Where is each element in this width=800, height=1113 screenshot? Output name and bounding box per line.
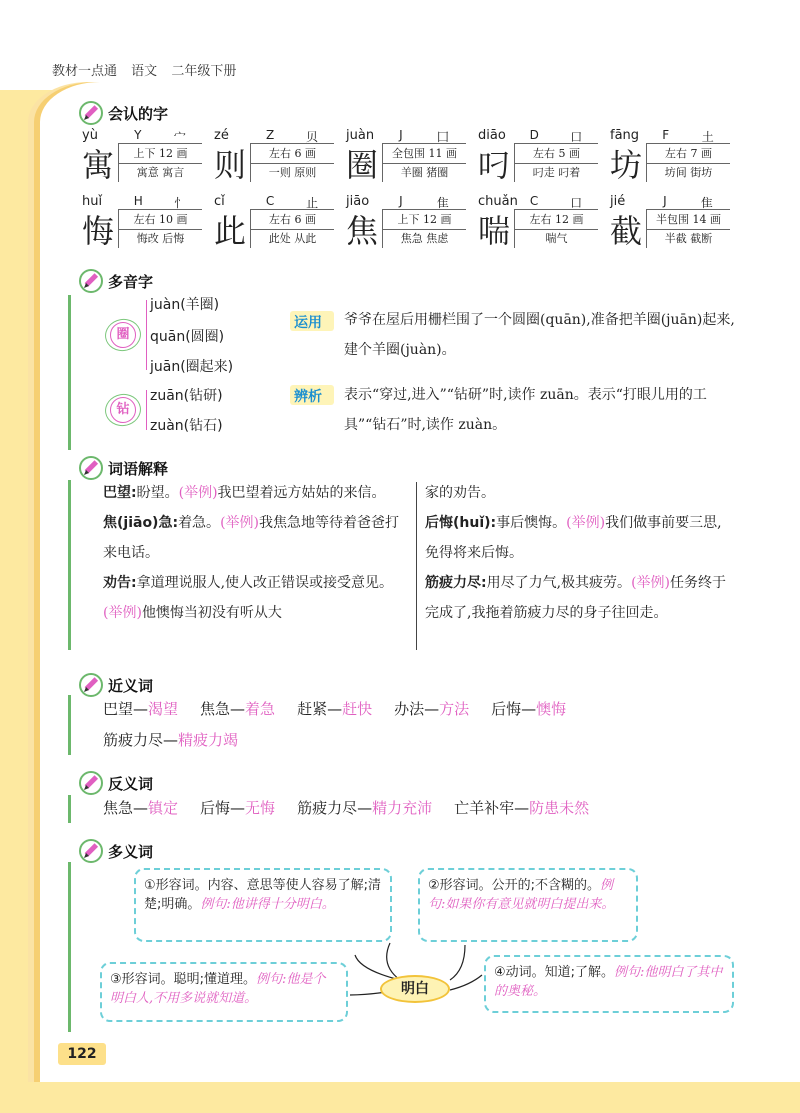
green-bar — [68, 795, 71, 823]
char-info — [514, 194, 598, 248]
character: 寓 — [81, 146, 114, 184]
radical: 隹 — [700, 196, 713, 210]
strokes: 10 画 — [159, 213, 188, 226]
character: 截 — [609, 212, 642, 250]
example: 任务终于完成了,我拖着筋疲力尽的身子往回走。 — [425, 575, 726, 621]
explanation-entry — [103, 508, 409, 568]
word: 赶紧 — [297, 700, 328, 718]
index-letter: C — [529, 194, 539, 208]
word: 后悔 — [200, 799, 231, 817]
char-index — [514, 128, 598, 144]
char-info — [382, 128, 466, 182]
structure: 左右 — [529, 213, 552, 226]
strokes: 6 画 — [294, 213, 316, 226]
definition: 事后懊悔。 — [496, 515, 567, 531]
strokes: 12 画 — [423, 213, 452, 226]
example-tag: (举例) — [566, 515, 606, 531]
char-info — [118, 194, 202, 248]
structure: 左右 — [133, 213, 156, 226]
example-words: 一则 原则 — [250, 164, 334, 182]
explanation-entry — [103, 478, 409, 508]
word-pair: 筋疲力尽—精疲力竭 — [103, 731, 239, 749]
explanation-entry — [425, 568, 733, 628]
char-cell — [342, 194, 474, 252]
example-tag: (举例) — [103, 605, 142, 621]
term: 劝告: — [103, 575, 137, 591]
definition: 拿道理说服人,使人改正错误或接受意见。 — [136, 575, 394, 591]
pinyin: chuǎn — [478, 194, 518, 209]
section-label: 多义词 — [108, 842, 154, 861]
explanation-entry — [425, 508, 733, 568]
related-word: 镇定 — [148, 799, 179, 817]
radical: 土 — [701, 130, 714, 144]
strokes: 7 画 — [690, 147, 712, 160]
index-letter: J — [399, 194, 403, 208]
index-letter: F — [662, 128, 670, 142]
structure-strokes — [382, 144, 466, 164]
word: 后悔 — [491, 700, 522, 718]
char-cell — [210, 128, 342, 186]
analysis-tag: 辨析 — [294, 389, 322, 405]
character: 焦 — [345, 212, 378, 250]
structure: 左右 — [269, 213, 291, 226]
pinyin: zé — [214, 128, 229, 143]
index-letter: Z — [265, 128, 275, 142]
example-words: 坊间 街坊 — [646, 164, 730, 182]
section-label: 词语解释 — [108, 459, 169, 478]
pinyin: yù — [82, 128, 98, 143]
char-cell — [474, 128, 606, 186]
word-pair: 办法—方法 — [394, 700, 470, 718]
structure: 上下 — [133, 147, 156, 160]
usage-tag: 运用 — [294, 315, 322, 331]
meaning-1 — [134, 868, 392, 942]
char-index — [514, 194, 598, 210]
character: 叼 — [477, 146, 510, 184]
meaning-def: ①形容词。内容、意思等使人容易了解;清楚;明确。 — [144, 878, 382, 912]
meaning-4 — [484, 955, 734, 1013]
related-word: 防患未然 — [529, 799, 590, 817]
example-words: 半截 截断 — [646, 230, 730, 248]
word-pair: 赶紧—赶快 — [297, 700, 373, 718]
word-pair: 后悔—懊悔 — [491, 700, 567, 718]
running-header — [52, 60, 246, 79]
antonym-line — [103, 793, 611, 823]
index-letter: Y — [134, 128, 142, 142]
polyphone-char-2: 钻 — [110, 397, 136, 423]
char-info — [646, 194, 730, 248]
index-letter: C — [265, 194, 275, 208]
section-recognize-title — [78, 100, 168, 126]
word: 巴望 — [103, 700, 134, 718]
meaning-2 — [418, 868, 638, 942]
pencil-icon — [78, 100, 104, 126]
radical: 口 — [570, 196, 583, 210]
index-letter: D — [529, 128, 539, 142]
pinyin: fāng — [610, 128, 640, 143]
strokes: 12 画 — [555, 213, 584, 226]
related-word: 懊悔 — [536, 700, 567, 718]
char-index — [382, 194, 466, 210]
related-word: 方法 — [439, 700, 470, 718]
explain-right-column — [425, 478, 733, 628]
column-divider — [416, 482, 417, 650]
green-bar — [68, 295, 71, 450]
character: 圈 — [345, 146, 378, 184]
related-word: 精疲力竭 — [178, 731, 239, 749]
word-pair: 巴望—渴望 — [103, 700, 179, 718]
radical: 隹 — [436, 196, 449, 210]
explain-left-column — [103, 478, 409, 628]
character: 喘 — [477, 212, 510, 250]
char-info — [646, 128, 730, 182]
subject: 语文 — [131, 64, 158, 79]
structure-strokes — [514, 144, 598, 164]
definition: 着急。 — [178, 515, 221, 531]
reading-2-1: zuān(钻研) — [150, 388, 223, 404]
section-polysemy-title — [78, 838, 153, 864]
char-info — [250, 128, 334, 182]
related-word: 无悔 — [245, 799, 276, 817]
pinyin: cǐ — [214, 194, 225, 209]
definition: 用尽了力气,极其疲劳。 — [486, 575, 632, 591]
word-pair: 筋疲力尽—精力充沛 — [297, 799, 433, 817]
radical: 口 — [570, 130, 583, 144]
char-cell — [210, 194, 342, 252]
char-index — [250, 128, 334, 144]
structure: 左右 — [665, 147, 687, 160]
meaning-def: ④动词。知道;了解。 — [494, 965, 615, 980]
grade: 二年级下册 — [171, 64, 237, 79]
meaning-example: 例句:他讲得十分明白。 — [200, 897, 335, 912]
character: 悔 — [81, 212, 114, 250]
meaning-def: ②形容词。公开的;不含糊的。 — [428, 878, 601, 893]
reading-2-2: zuàn(钻石) — [150, 418, 223, 434]
example: 他懊悔当初没有听从大 — [141, 605, 282, 621]
meaning-example: 例句:如果你有意见就明白提出来。 — [428, 878, 615, 912]
word: 焦急 — [200, 700, 231, 718]
char-row — [78, 194, 738, 252]
char-info — [250, 194, 334, 248]
radical: 忄 — [174, 196, 187, 210]
pencil-icon — [78, 268, 104, 294]
section-label: 近义词 — [108, 676, 154, 695]
brace-2 — [146, 390, 147, 430]
character: 则 — [213, 146, 246, 184]
structure: 左右 — [269, 147, 291, 160]
structure: 左右 — [533, 147, 555, 160]
example: 我巴望着远方姑姑的来信。 — [217, 485, 386, 501]
char-cell — [342, 128, 474, 186]
strokes: 12 画 — [159, 147, 188, 160]
reading-1-1: juàn(羊圈) — [150, 297, 220, 313]
related-word: 渴望 — [148, 700, 179, 718]
term: 焦(jiāo)急: — [103, 515, 179, 531]
structure-strokes — [118, 210, 202, 230]
polysemy-center-word: 明白 — [380, 975, 450, 1003]
structure-strokes — [250, 210, 334, 230]
word-pair: 焦急—着急 — [200, 700, 276, 718]
example-tag: (举例) — [631, 575, 670, 591]
related-word: 精力充沛 — [372, 799, 433, 817]
char-index — [250, 194, 334, 210]
character: 坊 — [609, 146, 642, 184]
section-label: 多音字 — [108, 272, 154, 291]
meaning-3 — [100, 962, 348, 1022]
page-number: 122 — [58, 1043, 106, 1065]
strokes: 14 画 — [692, 213, 721, 226]
char-cell — [606, 128, 738, 186]
definition: 盼望。 — [136, 485, 179, 501]
word-pair: 焦急—镇定 — [103, 799, 179, 817]
char-cell — [78, 194, 210, 252]
pinyin: jié — [610, 194, 626, 209]
example-words: 悔改 后悔 — [118, 230, 202, 248]
radical: 囗 — [436, 130, 449, 144]
word-pair: 亡羊补牢—防患未然 — [454, 799, 590, 817]
char-info — [514, 128, 598, 182]
word: 办法 — [394, 700, 425, 718]
polyphone-char-1: 圈 — [110, 322, 136, 348]
char-info — [118, 128, 202, 182]
strokes: 6 画 — [294, 147, 316, 160]
green-bar — [68, 695, 71, 755]
green-bar — [68, 480, 71, 650]
section-label: 会认的字 — [108, 104, 169, 123]
reading-1-2: quān(圆圈) — [150, 329, 225, 345]
pencil-icon — [78, 672, 104, 698]
index-letter: H — [133, 194, 143, 208]
pinyin: jiāo — [346, 194, 370, 209]
synonym-line-2 — [103, 725, 260, 755]
char-index — [382, 128, 466, 144]
char-cell — [474, 194, 606, 252]
pencil-icon — [78, 770, 104, 796]
example-words: 羊圈 猪圈 — [382, 164, 466, 182]
example-words: 叼走 叼着 — [514, 164, 598, 182]
definition: 家的劝告。 — [425, 485, 495, 501]
char-index — [646, 194, 730, 210]
explanation-entry — [425, 478, 733, 508]
example-tag: (举例) — [178, 485, 218, 501]
related-word: 着急 — [245, 700, 276, 718]
example-tag: (举例) — [220, 515, 259, 531]
word: 亡羊补牢 — [454, 799, 515, 817]
radical: 宀 — [173, 130, 186, 144]
section-label: 反义词 — [108, 774, 154, 793]
strokes: 11 画 — [428, 147, 457, 160]
structure: 上下 — [397, 213, 420, 226]
char-index — [646, 128, 730, 144]
char-index — [118, 128, 202, 144]
pinyin: huǐ — [82, 194, 103, 209]
word: 筋疲力尽 — [103, 731, 164, 749]
related-word: 赶快 — [342, 700, 373, 718]
example: 我焦急地等待着爸爸打来电话。 — [103, 515, 399, 561]
usage-text: 爷爷在屋后用栅栏围了一个圆圈(quān),准备把羊圈(juān)起来,建个羊圈(juàn)。 — [344, 312, 735, 358]
reading-1-3: juān(圈起来) — [150, 359, 234, 375]
pencil-icon — [78, 838, 104, 864]
structure: 半包围 — [656, 213, 689, 226]
structure-strokes — [382, 210, 466, 230]
synonym-line-1 — [103, 694, 588, 724]
meaning-example: 例句:他明白了其中的奥秘。 — [494, 965, 723, 999]
strokes: 5 画 — [558, 147, 580, 160]
index-letter: J — [399, 128, 403, 142]
section-polyphone-title — [78, 268, 153, 294]
structure-strokes — [118, 144, 202, 164]
char-cell — [606, 194, 738, 252]
structure-strokes — [514, 210, 598, 230]
structure-strokes — [250, 144, 334, 164]
example-words: 喘气 — [514, 230, 598, 248]
pinyin: juàn — [346, 128, 375, 143]
radical: 止 — [306, 196, 319, 210]
explanation-entry — [103, 568, 409, 628]
structure-strokes — [646, 144, 730, 164]
char-info — [382, 194, 466, 248]
green-bar — [68, 862, 71, 1032]
word: 筋疲力尽 — [297, 799, 358, 817]
structure-strokes — [646, 210, 730, 230]
brace-1 — [146, 300, 147, 370]
book-title: 教材一点通 — [52, 64, 118, 79]
radical: 贝 — [306, 130, 319, 144]
word-pair: 后悔—无悔 — [200, 799, 276, 817]
analysis-text: 表示“穿过,进入”“钻研”时,读作 zuān。表示“打眼儿用的工具”“钻石”时,读作 zuàn。 — [344, 387, 707, 433]
example-words: 寓意 寓言 — [118, 164, 202, 182]
term: 后悔(huǐ): — [425, 515, 497, 531]
word: 焦急 — [103, 799, 134, 817]
example: 我们做事前要三思,免得将来后悔。 — [425, 515, 722, 561]
meaning-example: 例句:他是个明白人,不用多说就知道。 — [110, 972, 326, 1006]
char-row — [78, 128, 738, 186]
term: 巴望: — [103, 485, 137, 501]
char-index — [118, 194, 202, 210]
index-letter: J — [663, 194, 667, 208]
structure: 全包围 — [392, 147, 425, 160]
example-words: 焦急 焦虑 — [382, 230, 466, 248]
pencil-icon — [78, 455, 104, 481]
meaning-def: ③形容词。聪明;懂道理。 — [110, 972, 257, 987]
character: 此 — [213, 212, 246, 250]
example-words: 此处 从此 — [250, 230, 334, 248]
char-cell — [78, 128, 210, 186]
term: 筋疲力尽: — [425, 575, 487, 591]
pinyin: diāo — [478, 128, 506, 143]
